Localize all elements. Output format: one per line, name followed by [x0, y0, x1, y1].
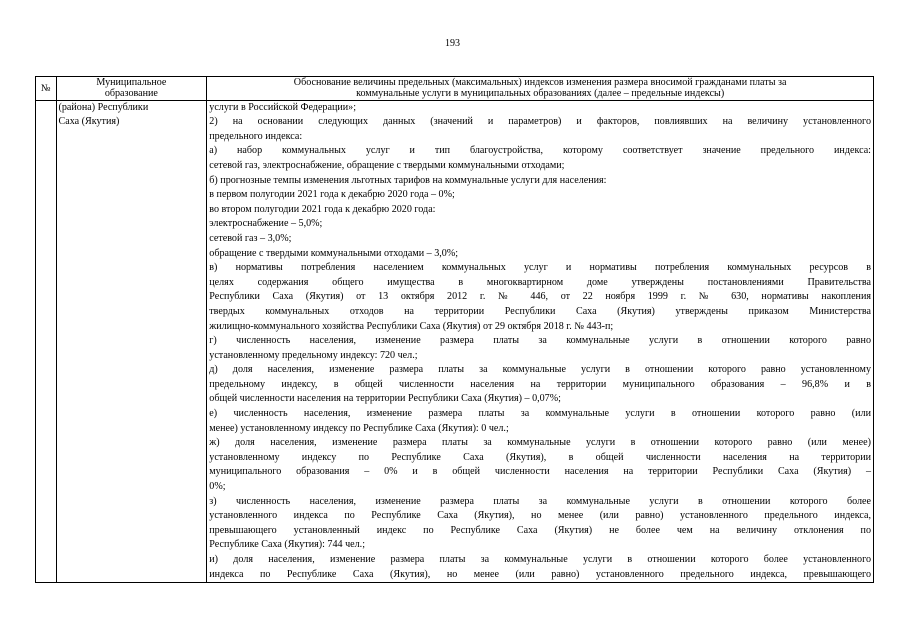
rationale-text-line: электроснабжение – 5,0%;: [209, 218, 323, 230]
rationale-text-line: предельного индекса:: [209, 130, 303, 142]
rationale-text-line: твердых коммунальных отходов на территории Республики Саха (Якутия) утверждены приказом Министерства: [209, 305, 871, 317]
rationale-text-line: в первом полугодии 2021 года к декабрю 2020 года – 0%;: [209, 189, 455, 201]
rationale-text-line: во втором полугодии 2021 года к декабрю 2020 года:: [209, 203, 436, 215]
municipality-line: Саха (Якутия): [58, 116, 120, 128]
rationale-text-line: и) доля населения, изменение размера платы за коммунальные услуги в отношении которого более установленного: [209, 554, 871, 565]
rationale-text-line: менее) установленному индексу по Республике Саха (Якутия): 0 чел.;: [209, 422, 509, 434]
rationale-text-line: установленному предельному индексу: 720 чел.;: [209, 349, 418, 361]
rationale-text-line: индекса по Республике Саха (Якутия), но менее (или равно) установленного предельного индекса, превышающего: [209, 568, 871, 580]
rationale-text-line: услуги в Российской Федерации»;: [209, 101, 357, 113]
row-number-cell: [36, 100, 57, 583]
rationale-cell: [207, 100, 874, 583]
rationale-text-line: а) набор коммунальных услуг и тип благоустройства, которому соответствует значение предельного индекса:: [209, 145, 871, 157]
rationale-text-line: установленному индексу по Республике Саха (Якутия), в общей численности населения на территории: [209, 451, 871, 463]
rationale-text-line: 2) на основании следующих данных (значений и параметров) и факторов, повлиявших на величину установленного: [209, 116, 871, 128]
header-municipality-line: Муниципальное: [96, 77, 167, 88]
rationale-text-line: Республике Саха (Якутия): 744 чел.;: [209, 539, 366, 551]
page-number: 193: [445, 38, 460, 49]
header-municipality-line: образование: [104, 88, 158, 100]
rationale-text-line: б) прогнозные темпы изменения льготных тарифов на коммунальные услуги для населения:: [209, 174, 607, 186]
rationale-text-line: обращение с твердыми коммунальными отходами – 3,0%;: [209, 247, 459, 259]
rationale-text-line: установленного индекса по Республике Саха (Якутия), но менее (или равно) установленного предельного индекса,: [209, 510, 871, 522]
rationale-text-line: ж) доля населения, изменение размера платы за коммунальные услуги в отношении которого равно (или менее): [209, 437, 871, 449]
municipality-line: (района) Республики: [58, 101, 149, 113]
rationale-text-line: целях содержания общего имущества в многоквартирном доме утверждены постановлениями Правительства: [209, 276, 871, 288]
municipality-cell: [56, 100, 207, 583]
header-rationale-line: Обоснование величины предельных (максимальных) индексов изменения размера вносимой гражданами платы за: [293, 77, 787, 88]
rationale-text-line: предельному индексу, в общей численности населения на территории муниципального образования – 96,8% и в: [209, 378, 871, 390]
table-row: [36, 100, 874, 583]
rationale-text-line: 0%;: [209, 481, 226, 493]
header-rationale: [207, 77, 874, 101]
rationale-text-line: сетевой газ – 3,0%;: [209, 232, 292, 244]
header-number: №: [36, 77, 57, 101]
rationale-text-line: жилищно-коммунального хозяйства Республики Саха (Якутия) от 29 октября 2018 г. № 443-п;: [209, 320, 614, 332]
rationale-text-line: общей численности населения на территории Республики Саха (Якутия) – 0,07%;: [209, 393, 561, 405]
rationale-text-line: з) численность населения, изменение размера платы за коммунальные услуги в отношении которого более: [209, 495, 871, 507]
rationale-text-line: е) численность населения, изменение размера платы за коммунальные услуги в отношении которого равно (или: [209, 408, 871, 420]
rationale-text-line: Республики Саха (Якутия) от 13 октября 2012 г. № 446, от 22 ноября 1999 г. № 630, нормативы накопления: [209, 291, 871, 303]
tariff-index-table: [35, 76, 874, 583]
table-header-row: [36, 77, 874, 101]
rationale-text-line: в) нормативы потребления населением коммунальных услуг и нормативы потребления коммунальных ресурсов в: [209, 262, 871, 274]
rationale-text-line: г) численность населения, изменение размера платы за коммунальные услуги в отношении которого равно: [209, 335, 871, 347]
rationale-text-line: муниципального образования – 0% и в общей численности населения на территории Республики Саха (Якутия) –: [209, 466, 871, 478]
header-rationale-line: коммунальные услуги в муниципальных образованиях (далее – предельные индексы): [356, 88, 725, 100]
rationale-text-line: превышающего установленный индекс по Республике Саха (Якутия) не более чем на величину отклонения по: [209, 524, 871, 536]
rationale-text-line: д) доля населения, изменение размера платы за коммунальные услуги в отношении которого равно установленному: [209, 364, 871, 376]
header-municipality: [56, 77, 207, 101]
rationale-text-line: сетевой газ, электроснабжение, обращение с твердыми коммунальными отходами;: [209, 159, 565, 171]
